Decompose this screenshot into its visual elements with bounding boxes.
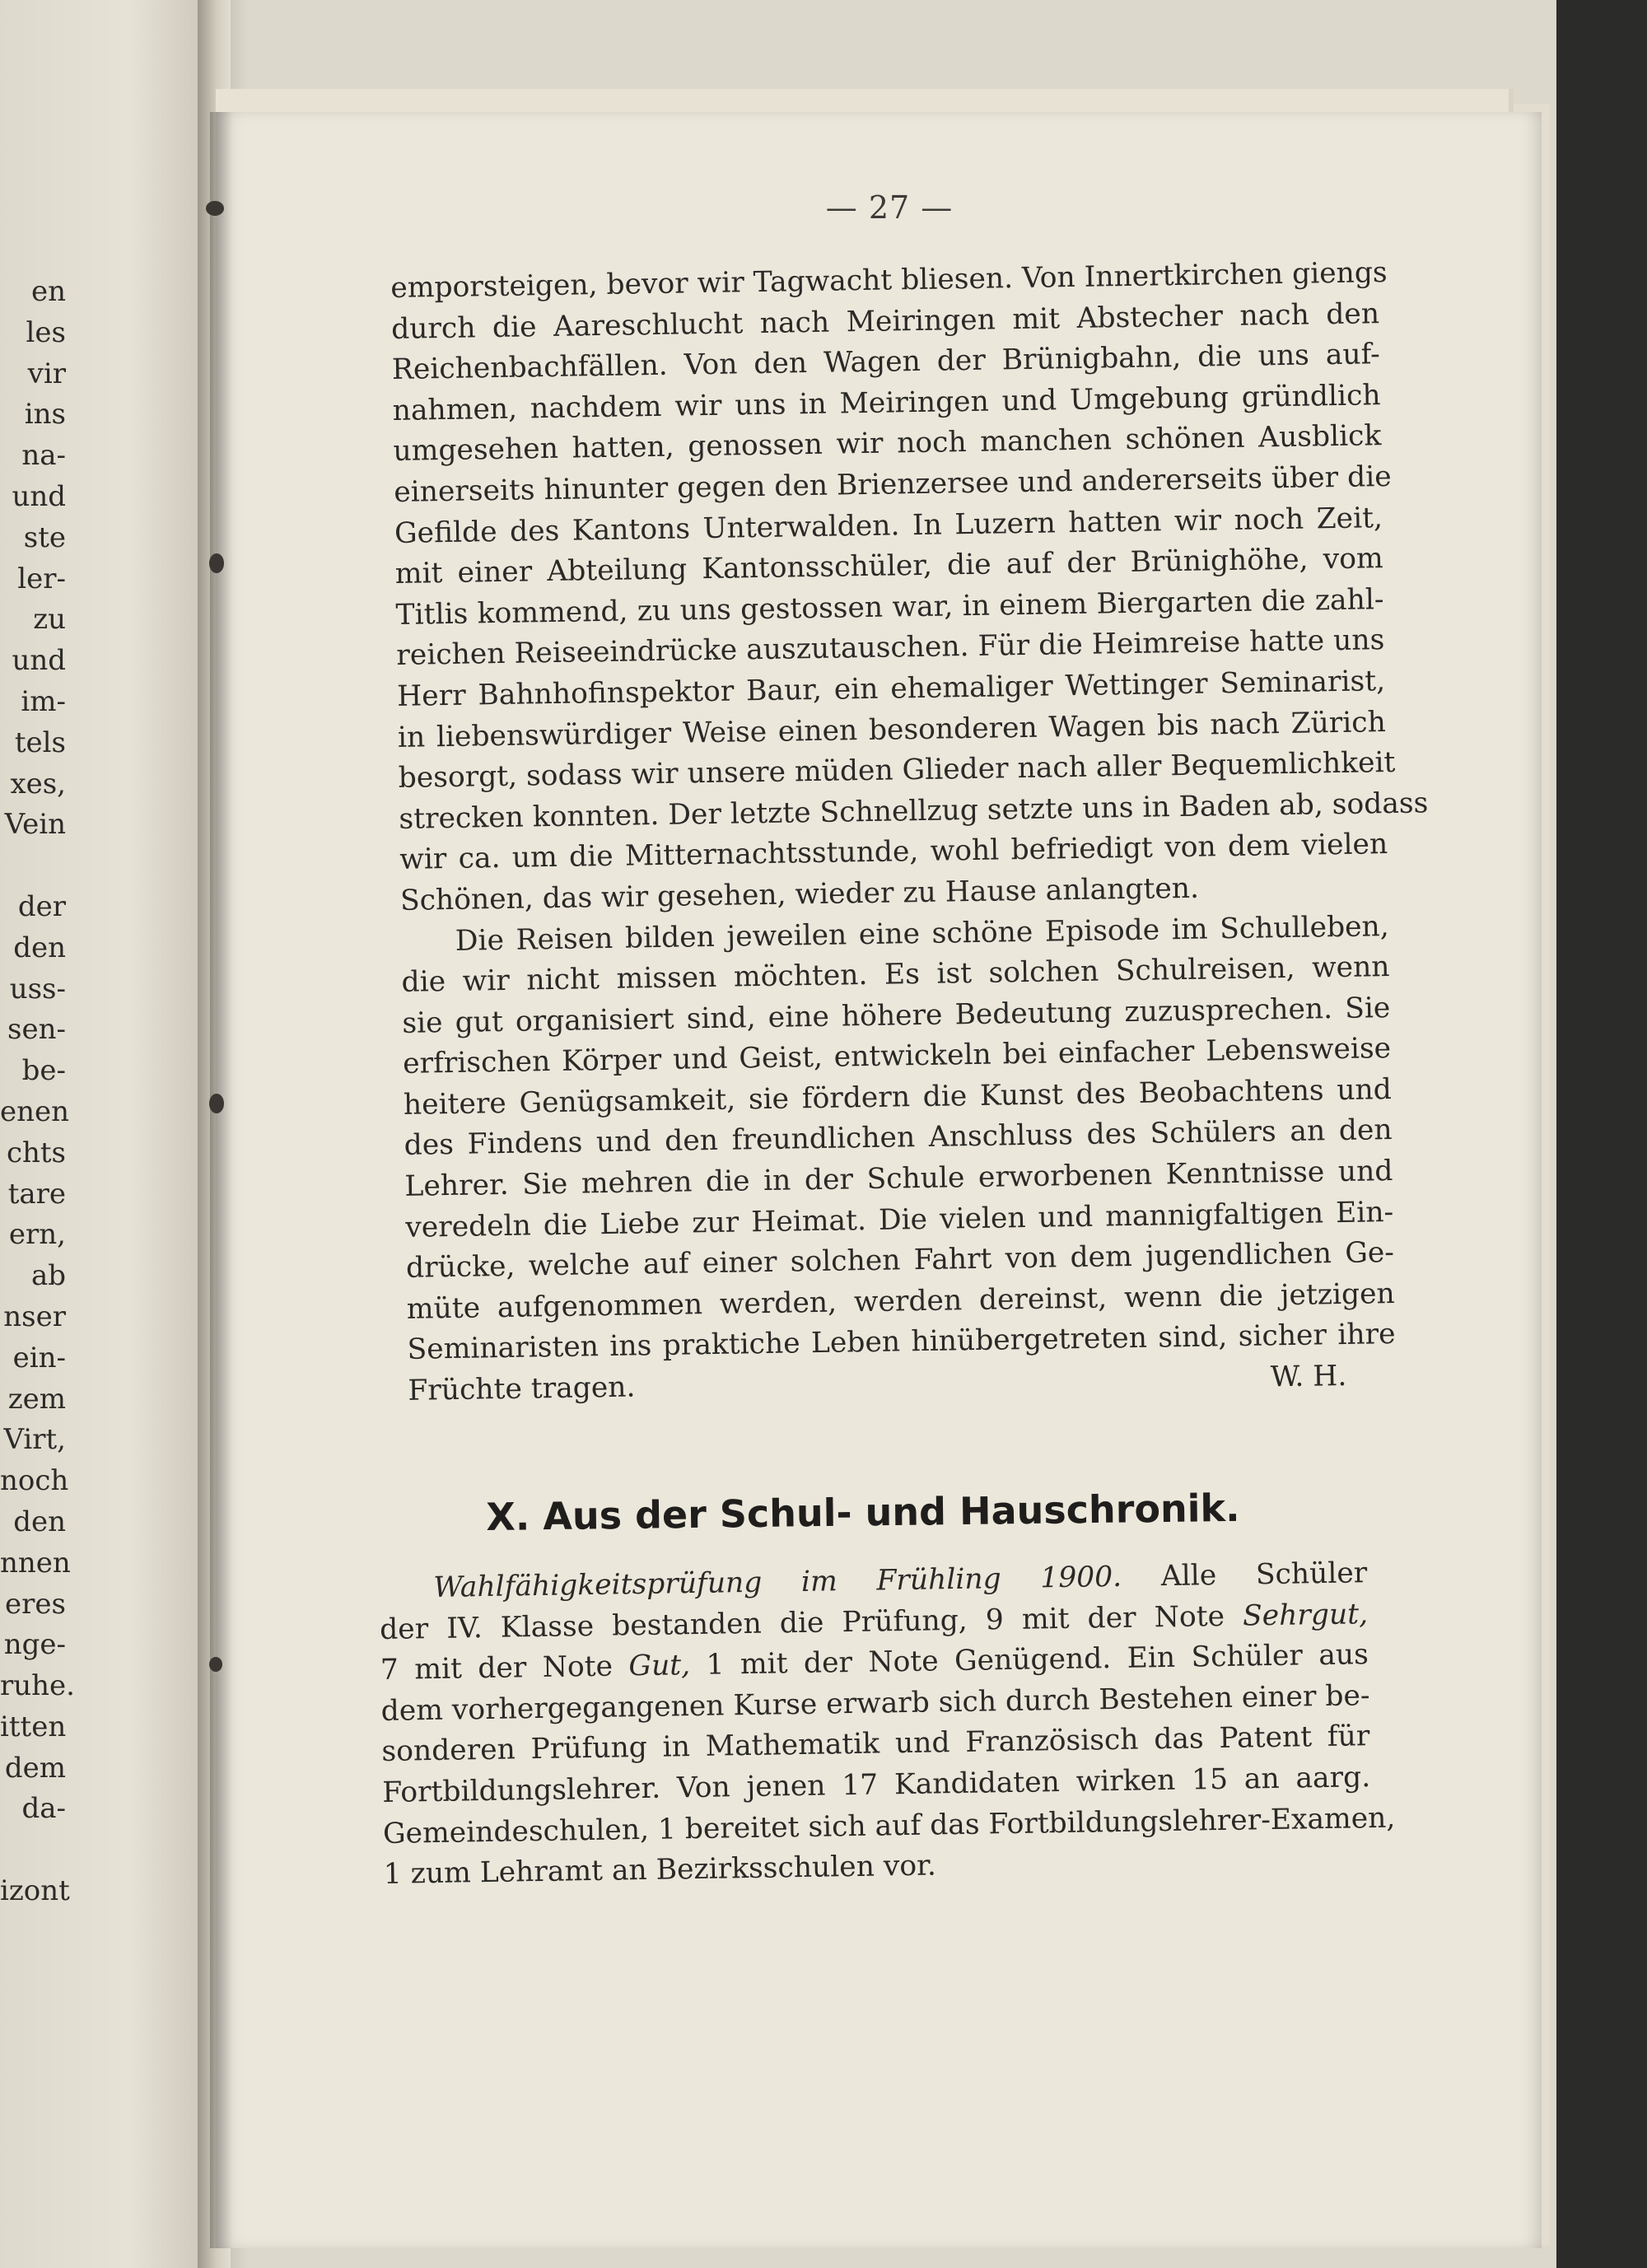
- text-line: reichen Reiseeindrücke auszutauschen. Für die Heimreise hatte uns: [396, 623, 1385, 673]
- spine-shadow: [210, 112, 233, 2248]
- binding-staple-icon: [206, 201, 224, 216]
- previous-page-fragment: itten: [0, 1710, 67, 1743]
- text-line: Gefilde des Kantons Unterwalden. In Luzern hatten wir noch Zeit,: [394, 501, 1383, 550]
- text-line: mit einer Abteilung Kantonsschüler, die auf der Brünighöhe, vom: [394, 542, 1383, 591]
- previous-page-fragment: Virt,: [3, 1423, 66, 1457]
- previous-page-fragment: enen: [0, 1094, 70, 1128]
- previous-page-fragment: ruhe.: [0, 1669, 75, 1703]
- previous-page-fragment: en: [30, 275, 66, 308]
- previous-page-fragment: be-: [21, 1054, 66, 1088]
- previous-page-fragment: nnen: [0, 1546, 71, 1580]
- previous-page-fragment: nge-: [3, 1628, 66, 1662]
- previous-page-fragment: Vein: [4, 808, 66, 842]
- text-line: umgesehen hatten, genossen wir noch manchen schönen Ausblick: [393, 419, 1382, 469]
- previous-page-fragment: da-: [21, 1792, 66, 1826]
- text-line: die wir nicht missen möchten. Es ist solchen Schulreisen, wenn: [401, 950, 1390, 999]
- text-line: emporsteigen, bevor wir Tagwacht bliesen. Von Innertkirchen giengs: [390, 255, 1388, 305]
- previous-page-fragment: ins: [24, 398, 66, 432]
- chronik-italic-fragment: Sehrgut,: [1242, 1597, 1369, 1633]
- chronik-italic-fragment: Gut,: [628, 1649, 691, 1683]
- previous-page-fragment: zem: [7, 1382, 66, 1416]
- chronik-line: Gemeindeschulen, 1 bereitet sich auf das Fortbildungslehrer-Examen,: [382, 1801, 1396, 1850]
- previous-page-fragment: les: [26, 315, 66, 349]
- previous-page-fragment: im-: [21, 684, 66, 718]
- closing-line: Früchte tragen.: [408, 1370, 636, 1407]
- previous-page-fragment: zu: [33, 603, 66, 637]
- previous-page-fragment: ern,: [8, 1218, 66, 1252]
- previous-page-fragment: den: [13, 931, 66, 964]
- text-line: erfrischen Körper und Geist, entwickeln bei einfacher Lebensweise: [402, 1032, 1392, 1081]
- text-line: durch die Aareschlucht nach Meiringen mit Abstecher nach den: [390, 296, 1380, 346]
- previous-page-fragment: izont: [0, 1874, 70, 1908]
- text-line: Schönen, das wir gesehen, wieder zu Hause anlangten.: [399, 871, 1200, 917]
- previous-page-fragment: ste: [23, 520, 66, 554]
- previous-page-fragment: noch: [0, 1464, 69, 1498]
- previous-page-fragment: sen-: [7, 1013, 66, 1047]
- text-line: Seminaristen ins praktiche Leben hinübergetreten sind, sicher ihre: [407, 1318, 1396, 1367]
- previous-page-fragment: und: [12, 479, 66, 513]
- signature: W. H.: [1270, 1359, 1347, 1394]
- text-line: Herr Bahnhofinspektor Baur, ein ehemaliger Wettinger Seminarist,: [396, 665, 1386, 713]
- text-line: strecken konnten. Der letzte Schnellzug setzte uns in Baden ab, sodass: [399, 786, 1429, 836]
- previous-page-fragment: nser: [3, 1300, 66, 1333]
- text-line: besorgt, sodass wir unsere müden Glieder nach aller Bequemlichkeit: [398, 746, 1396, 796]
- text-line: wir ca. um die Mitternachtsstunde, wohl befriedigt von dem vielen: [399, 828, 1388, 877]
- chronik-line: Fortbildungslehrer. Von jenen 17 Kandidaten wirken 15 an aarg.: [381, 1761, 1371, 1809]
- previous-page-fragment: ab: [30, 1259, 66, 1293]
- chronik-text: [379, 1553, 1396, 1896]
- previous-page-fragment: ler-: [17, 562, 66, 595]
- text-line: Die Reisen bilden jeweilen eine schöne Episode im Schulleben,: [455, 909, 1390, 958]
- text-line: Titlis kommend, zu uns gestossen war, in einem Biergarten die zahl-: [395, 582, 1384, 632]
- previous-page-fragment: ein-: [12, 1341, 66, 1374]
- previous-page-text: [0, 272, 75, 1912]
- chronik-text-fragment: 7 mit der Note: [380, 1650, 614, 1687]
- binding-staple-icon: [209, 1094, 224, 1113]
- chronik-line: dem vorhergegangenen Kurse erwarb sich durch Bestehen einer be-: [380, 1678, 1370, 1728]
- scan-background-right: [1556, 0, 1647, 2268]
- text-line: in liebenswürdiger Weise einen besonderen Wagen bis nach Zürich: [397, 705, 1387, 754]
- chronik-italic-lead: Wahlfähigkeitsprüfung im Frühling 1900.: [433, 1560, 1122, 1604]
- previous-page-fragment: vir: [27, 357, 66, 390]
- previous-page: [0, 0, 216, 2268]
- paragraph-1: [390, 253, 1429, 922]
- text-line: Reichenbachfällen. Von den Wagen der Brünigbahn, die uns auf-: [391, 338, 1381, 387]
- text-line: müte aufgenommen werden, werden dereinst, wenn die jetzigen: [406, 1276, 1396, 1326]
- text-line: veredeln die Liebe zur Heimat. Die vielen und mannigfaltigen Ein-: [404, 1195, 1394, 1244]
- text-line: sie gut organisiert sind, eine höhere Bedeutung zuzusprechen. Sie: [402, 991, 1391, 1040]
- previous-page-fragment: tare: [7, 1177, 66, 1211]
- page-number: — 27 —: [825, 189, 954, 226]
- previous-page-fragment: den: [13, 1505, 66, 1538]
- chronik-first-line-rest: Alle Schüler: [1160, 1556, 1368, 1594]
- binding-staple-icon: [209, 553, 224, 573]
- previous-page-fragment: dem: [4, 1751, 66, 1785]
- text-line: einerseits hinunter gegen den Brienzersee und andererseits über die: [393, 460, 1392, 509]
- previous-page-fragment: na-: [21, 439, 66, 473]
- chronik-text-fragment: der IV. Klasse bestanden die Prüfung, 9 mit der Note: [379, 1599, 1225, 1646]
- binding-staple-icon: [209, 1657, 222, 1672]
- previous-page-fragment: uss-: [9, 972, 66, 1006]
- text-line: heitere Genügsamkeit, sie fördern die Kunst des Beobachtens und: [403, 1072, 1393, 1122]
- previous-page-fragment: xes,: [10, 767, 66, 800]
- section-heading: X. Aus der Schul- und Hauschronik.: [486, 1485, 1240, 1539]
- article-text: [390, 253, 1429, 1412]
- chronik-line: sonderen Prüfung in Mathematik und Französisch das Patent für: [381, 1720, 1370, 1769]
- text-line: Lehrer. Sie mehren die in der Schule erworbenen Kenntnisse und: [404, 1155, 1393, 1203]
- previous-page-fragment: und: [12, 644, 66, 678]
- previous-page-fragment: [0, 846, 66, 887]
- previous-page-fragment: chts: [6, 1136, 66, 1169]
- previous-page-fragment: [0, 1830, 66, 1871]
- chronik-text-fragment: 1 mit der Note Genügend. Ein Schüler aus: [706, 1638, 1369, 1682]
- previous-page-fragment: tels: [14, 726, 66, 759]
- text-line: drücke, welche auf einer solchen Fahrt von dem jugendlichen Ge-: [405, 1236, 1395, 1286]
- paragraph-2: [400, 907, 1395, 1371]
- previous-page-fragment: der: [17, 889, 66, 923]
- previous-page-fragment: eres: [5, 1587, 66, 1621]
- chronik-line: 1 zum Lehramt an Bezirksschulen vor.: [383, 1849, 937, 1892]
- text-line: nahmen, nachdem wir uns in Meiringen und Umgebung gründlich: [392, 378, 1381, 427]
- text-line: des Findens und den freundlichen Anschluss des Schülers an den: [404, 1113, 1393, 1163]
